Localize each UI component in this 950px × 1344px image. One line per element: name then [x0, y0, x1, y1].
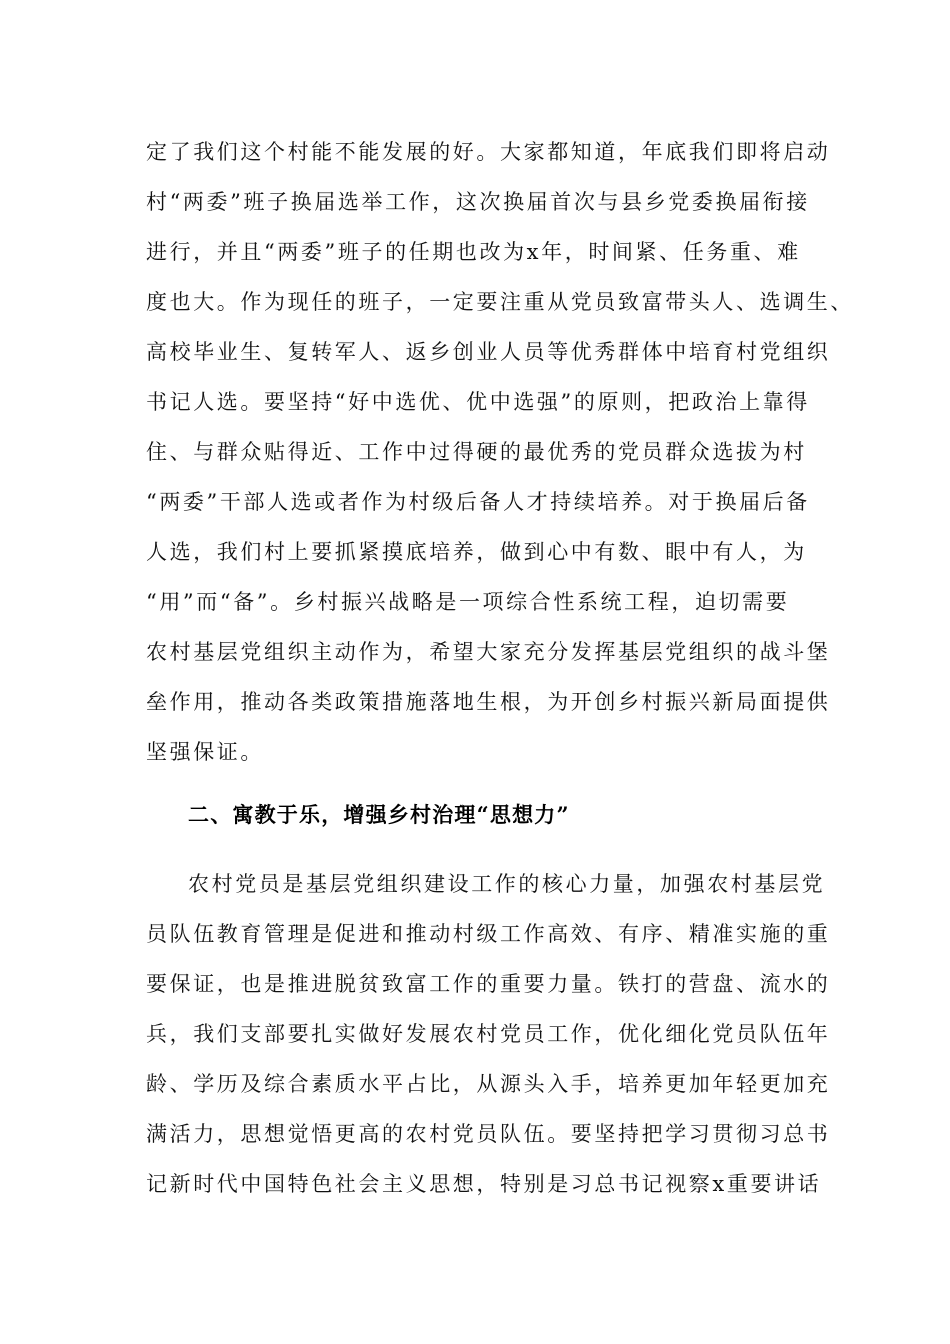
paragraph-line: 满活力，思想觉悟更高的农村党员队伍。要坚持把学习贯彻习总书 — [146, 1122, 831, 1146]
paragraph-line: 村“两委”班子换届选举工作，这次换届首次与县乡党委换届衔接 — [146, 190, 810, 214]
paragraph-line: 要保证，也是推进脱贫致富工作的重要力量。铁打的营盘、流水的 — [146, 972, 831, 996]
paragraph-line: “两委”干部人选或者作为村级后备人才持续培养。对于换届后备 — [146, 490, 810, 514]
paragraph-line: 龄、学历及综合素质水平占比，从源头入手，培养更加年轻更加充 — [146, 1072, 831, 1096]
paragraph-line: 书记人选。要坚持“好中选优、优中选强”的原则，把政治上靠得 — [146, 390, 810, 414]
paragraph-line: 人选，我们村上要抓紧摸底培养，做到心中有数、眼中有人，为 — [146, 540, 807, 564]
paragraph-line: 进行，并且“两委”班子的任期也改为x年，时间紧、任务重、难 — [146, 240, 801, 264]
paragraph-line: “用”而“备”。乡村振兴战略是一项综合性系统工程，迫切需要 — [146, 590, 790, 614]
paragraph-line: 高校毕业生、复转军人、返乡创业人员等优秀群体中培育村党组织 — [146, 340, 831, 364]
paragraph-line: 度也大。作为现任的班子，一定要注重从党员致富带头人、选调生、 — [146, 290, 854, 314]
paragraph-line: 记新时代中国特色社会主义思想，特别是习总书记视察x重要讲话 — [146, 1172, 822, 1196]
paragraph-line: 农村基层党组织主动作为，希望大家充分发挥基层党组织的战斗堡 — [146, 640, 831, 664]
paragraph-line: 员队伍教育管理是促进和推动村级工作高效、有序、精准实施的重 — [146, 922, 831, 946]
paragraph-line: 坚强保证。 — [146, 740, 264, 764]
section-heading: 二、寓教于乐，增强乡村治理“思想力” — [188, 802, 570, 827]
paragraph-line: 农村党员是基层党组织建设工作的核心力量，加强农村基层党 — [188, 872, 826, 896]
paragraph-line: 定了我们这个村能不能发展的好。大家都知道，年底我们即将启动 — [146, 140, 831, 164]
paragraph-line: 住、与群众贴得近、工作中过得硬的最优秀的党员群众选拔为村 — [146, 440, 807, 464]
paragraph-line: 垒作用，推动各类政策措施落地生根，为开创乡村振兴新局面提供 — [146, 690, 831, 714]
paragraph-line: 兵，我们支部要扎实做好发展农村党员工作，优化细化党员队伍年 — [146, 1022, 831, 1046]
